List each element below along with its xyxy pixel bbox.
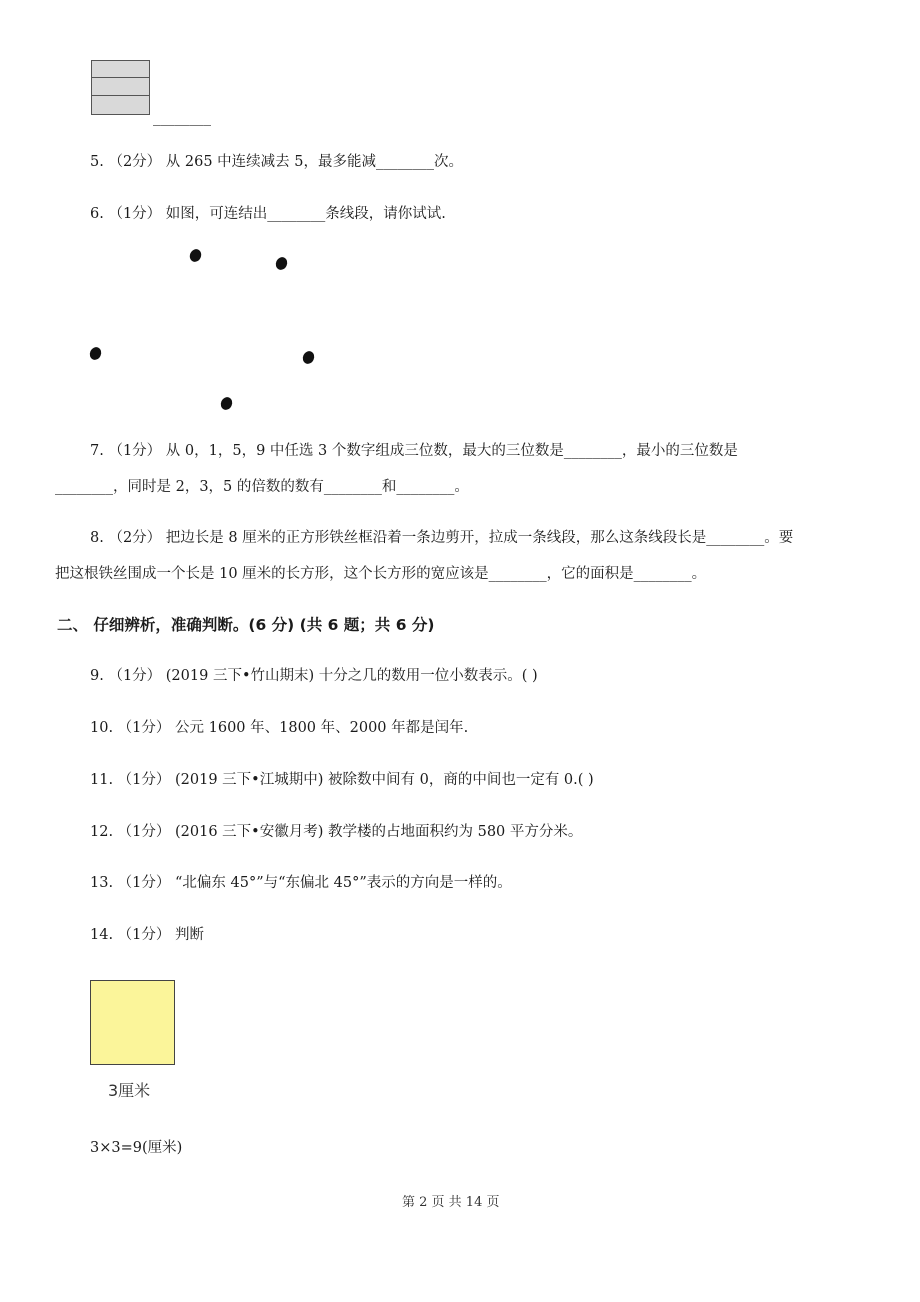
dot-1 — [188, 247, 203, 263]
dot-4 — [301, 349, 316, 365]
question-13: 13. （1分） “北偏东 45°”与“东偏北 45°”表示的方向是一样的。 — [90, 875, 512, 891]
question-7-line-2: ________，同时是 2，3，5 的倍数的数有________和________。 — [55, 479, 469, 495]
dot-5 — [219, 395, 234, 411]
page-footer: 第 2 页 共 14 页 — [402, 1195, 500, 1210]
question-12: 12. （1分） (2016 三下•安徽月考) 教学楼的占地面积约为 580 平方分米。 — [90, 824, 583, 840]
q4-bar-divider-2 — [92, 95, 149, 96]
question-6: 6. （1分） 如图，可连结出________条线段，请你试试. — [90, 206, 446, 222]
q14-yellow-square — [90, 980, 175, 1065]
q14-square-label: 3厘米 — [108, 1081, 151, 1100]
question-10: 10. （1分） 公元 1600 年、1800 年、2000 年都是闰年. — [90, 720, 469, 736]
question-7-line-1: 7. （1分） 从 0，1，5，9 中任选 3 个数字组成三位数，最大的三位数是________，最小的三位数是 — [90, 443, 738, 459]
question-9: 9. （1分） (2019 三下•竹山期末) 十分之几的数用一位小数表示。( ) — [90, 668, 538, 684]
dot-3 — [88, 345, 103, 361]
q4-answer-blank: ________ — [153, 110, 211, 126]
question-14: 14. （1分） 判断 — [90, 927, 205, 943]
question-5: 5. （2分） 从 265 中连续减去 5，最多能减________次。 — [90, 154, 464, 170]
q4-bar-divider-1 — [92, 77, 149, 78]
question-8-line-2: 把这根铁丝围成一个长是 10 厘米的长方形，这个长方形的宽应该是________，它的面积是________。 — [55, 566, 707, 582]
question-11: 11. （1分） (2019 三下•江城期中) 被除数中间有 0，商的中间也一定有 0.( ) — [90, 772, 594, 788]
dot-2 — [274, 255, 289, 271]
q14-equation: 3×3=9(厘米) — [90, 1140, 183, 1156]
question-8-line-1: 8. （2分） 把边长是 8 厘米的正方形铁丝框沿着一条边剪开，拉成一条线段，那么这条线段长是________。要 — [90, 530, 794, 546]
section-2-heading: 二、 仔细辨析，准确判断。(6 分) (共 6 题；共 6 分) — [57, 616, 435, 634]
q4-bar-figure — [91, 60, 150, 115]
